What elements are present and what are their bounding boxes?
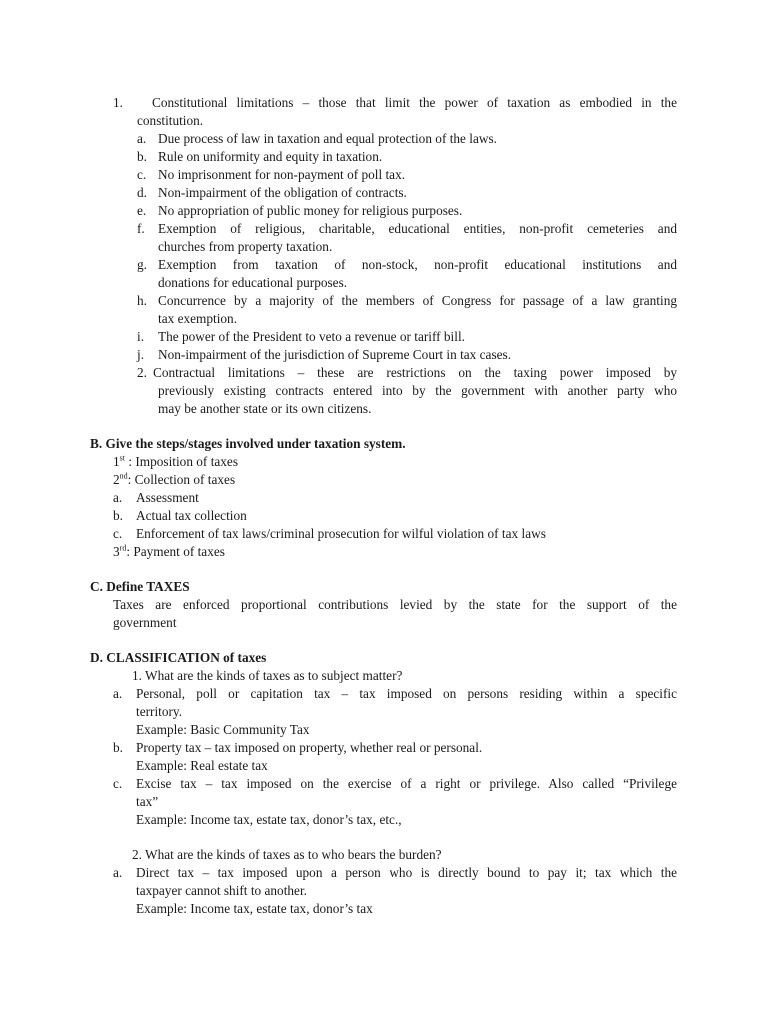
list-number: 2. — [137, 365, 147, 380]
list-letter: b. — [137, 149, 147, 164]
list-letter: c. — [113, 526, 123, 541]
list-item: Enforcement of tax laws/criminal prosecution for wilful violation of tax laws — [136, 526, 546, 541]
example-line: Example: Real estate tax — [136, 758, 268, 773]
example-line: Example: Income tax, estate tax, donor’s tax — [136, 901, 373, 916]
list-letter: b. — [113, 508, 123, 523]
list-letter: a. — [137, 131, 147, 146]
list-item: No appropriation of public money for religious purposes. — [158, 203, 463, 218]
step-line — [113, 471, 235, 489]
list-letter: b. — [113, 740, 123, 755]
step-number: 1 — [113, 454, 120, 469]
list-letter: i. — [137, 329, 145, 344]
list-letter: f. — [137, 221, 145, 236]
list-item: Excise tax – tax imposed on the exercise of a right or privilege. Also called “Privilege — [136, 776, 677, 791]
paragraph-line: Contractual limitations – these are restrictions on the taxing power imposed by — [153, 365, 677, 380]
section-heading: D. CLASSIFICATION of taxes — [90, 650, 267, 665]
list-item: Actual tax collection — [136, 508, 247, 523]
step-ordinal: rd — [119, 543, 127, 553]
step-number: 2 — [113, 472, 120, 487]
list-item: Assessment — [136, 490, 199, 505]
list-letter: e. — [137, 203, 147, 218]
step-text: : Imposition of taxes — [125, 454, 239, 469]
list-letter: c. — [113, 776, 123, 791]
step-line — [113, 453, 238, 471]
step-number: 3 — [113, 544, 120, 559]
step-ordinal: nd — [119, 471, 128, 481]
list-letter: a. — [113, 865, 123, 880]
section-heading: B. Give the steps/stages involved under taxation system. — [90, 436, 406, 451]
list-item: Concurrence by a majority of the members of Congress for passage of a law granting — [158, 293, 677, 308]
paragraph-line: Taxes are enforced proportional contributions levied by the state for the support of the — [113, 597, 677, 612]
paragraph-line: may be another state or its own citizens. — [158, 401, 372, 416]
question-line: 2. What are the kinds of taxes as to who bears the burden? — [132, 847, 442, 862]
list-item-continued: donations for educational purposes. — [158, 275, 348, 290]
step-ordinal: st — [119, 453, 125, 463]
list-item: Personal, poll or capitation tax – tax imposed on persons residing within a specific — [136, 686, 677, 701]
list-item: Exemption from taxation of non-stock, non-profit educational institutions and — [158, 257, 677, 272]
list-item: Non-impairment of the obligation of contracts. — [158, 185, 407, 200]
step-line — [113, 543, 225, 561]
list-item: Exemption of religious, charitable, educational entities, non-profit cemeteries and — [158, 221, 677, 236]
list-item: No imprisonment for non-payment of poll tax. — [158, 167, 406, 182]
paragraph-line: Constitutional limitations – those that limit the power of taxation as embodied in the — [152, 95, 677, 110]
list-letter: d. — [137, 185, 147, 200]
list-item: Rule on uniformity and equity in taxation. — [158, 149, 383, 164]
list-letter: h. — [137, 293, 147, 308]
list-letter: a. — [113, 490, 123, 505]
list-item-continued: territory. — [136, 704, 183, 719]
list-item: The power of the President to veto a revenue or tariff bill. — [158, 329, 465, 344]
example-line: Example: Income tax, estate tax, donor’s tax, etc., — [136, 812, 402, 827]
example-line: Example: Basic Community Tax — [136, 722, 310, 737]
list-item-continued: churches from property taxation. — [158, 239, 333, 254]
list-letter: g. — [137, 257, 147, 272]
list-item: Direct tax – tax imposed upon a person who is directly bound to pay it; tax which the — [136, 865, 677, 880]
list-item: Non-impairment of the jurisdiction of Supreme Court in tax cases. — [158, 347, 512, 362]
list-letter: j. — [137, 347, 145, 362]
list-number: 1. — [113, 95, 123, 110]
list-item-continued: tax exemption. — [158, 311, 238, 326]
list-letter: a. — [113, 686, 123, 701]
list-item-continued: taxpayer cannot shift to another. — [136, 883, 307, 898]
section-heading: C. Define TAXES — [90, 579, 190, 594]
step-text: : Payment of taxes — [126, 544, 225, 559]
list-item: Due process of law in taxation and equal protection of the laws. — [158, 131, 497, 146]
paragraph-line: previously existing contracts entered into by the government with another party who — [158, 383, 677, 398]
list-letter: c. — [137, 167, 147, 182]
list-item-continued: tax” — [136, 794, 159, 809]
question-line: 1. What are the kinds of taxes as to subject matter? — [132, 668, 403, 683]
paragraph-line: government — [113, 615, 177, 630]
paragraph-line: constitution. — [137, 113, 204, 128]
step-text: : Collection of taxes — [127, 472, 236, 487]
list-item: Property tax – tax imposed on property, whether real or personal. — [136, 740, 483, 755]
